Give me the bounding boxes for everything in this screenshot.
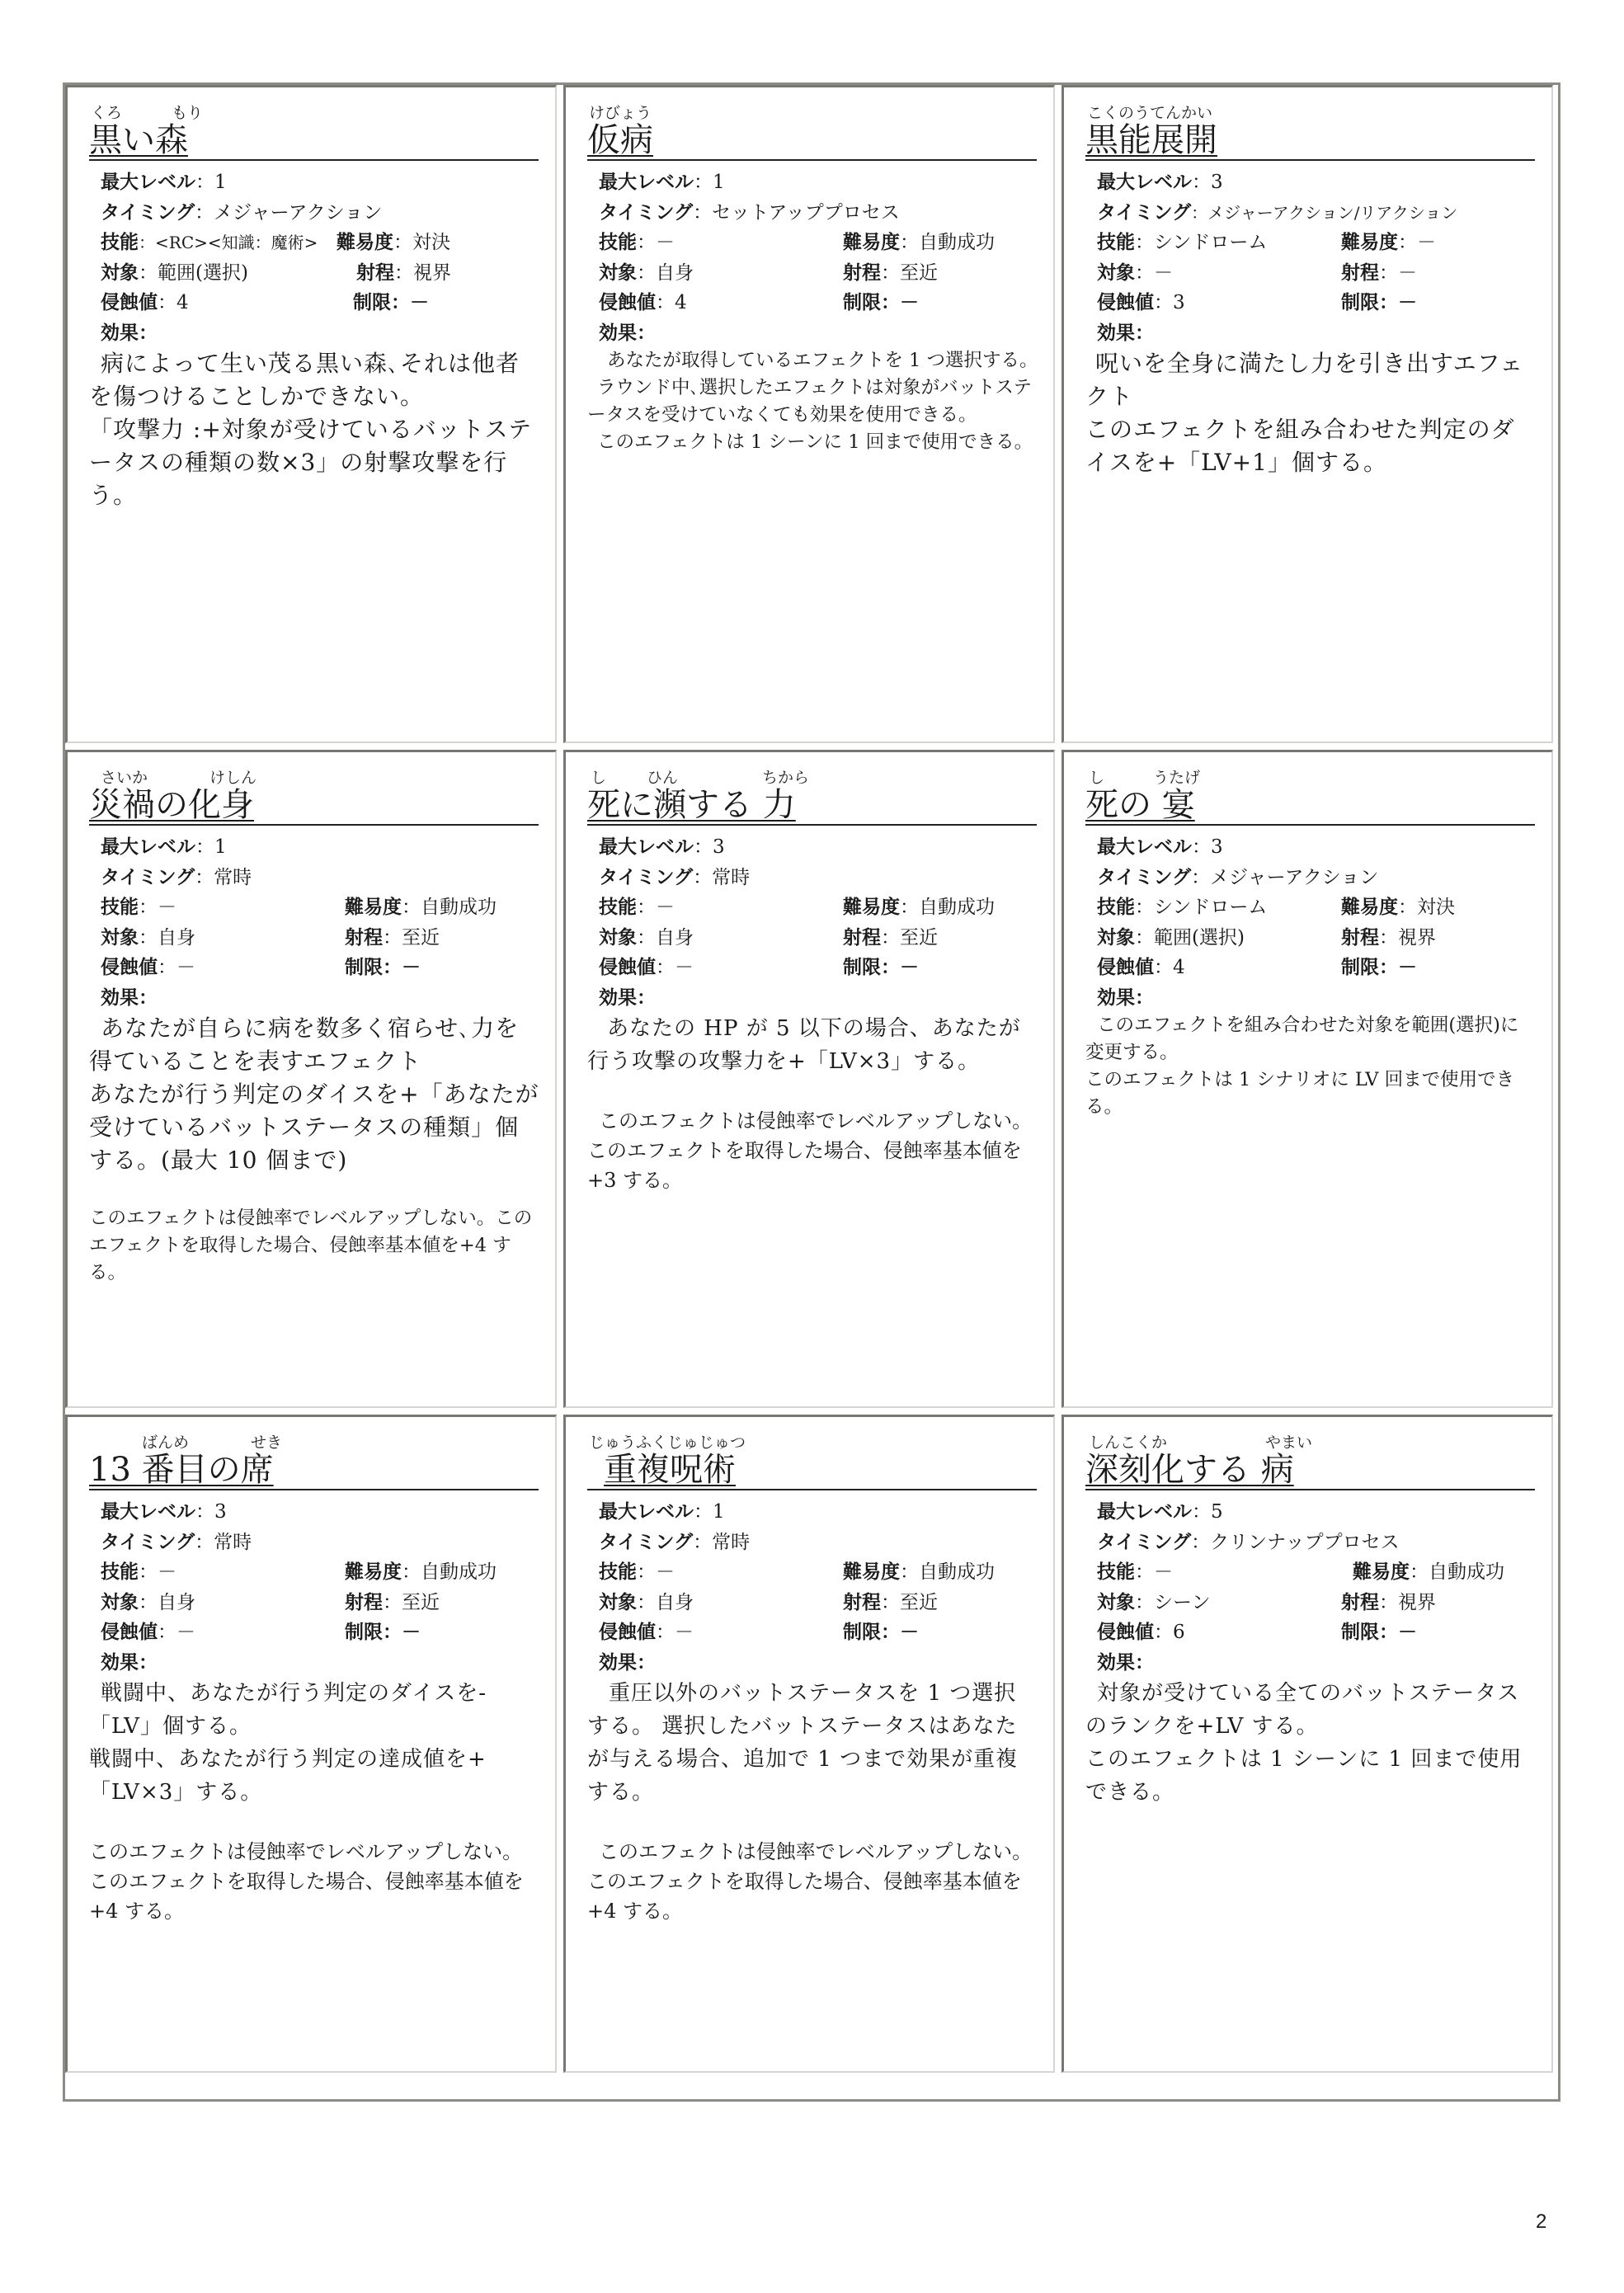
- card-sheet: [63, 82, 1560, 2102]
- effect-card: [1061, 85, 1553, 743]
- card-title: 黒能展開: [1085, 121, 1217, 159]
- effect-card: [65, 1415, 557, 2073]
- card-note-text: このエフェクトは侵蝕率でレベルアップしない。このエフェクトを取得した場合、侵蝕率基本値を+3 する。: [587, 1109, 1033, 1192]
- title-ruby: しんこくか やまい: [1089, 1434, 1313, 1452]
- title-ruby: こくのうてんかい: [1087, 104, 1213, 122]
- card-note-text: このエフェクトは侵蝕率でレベルアップしない。このエフェクトを取得した場合、侵蝕率基本値を+4 する。: [89, 1840, 524, 1923]
- card-effect-text: 呪いを全身に満たし力を引き出すエフェクト このエフェクトを組み合わせた判定のダイスを+「LV+1」個する。: [1085, 350, 1524, 476]
- card-stats: 最大レベル：5 タイミング：クリンナッププロセス 技能：－ 難易度：自動成功 対象：シーン 射程：視界 侵蝕値：6 制限：－ 効果：: [1097, 1501, 1504, 1674]
- effect-card: [563, 85, 1055, 743]
- card-effect-text: あなたの HP が 5 以下の場合、あなたが行う攻撃の攻撃力を+「LV×3」する。: [587, 1016, 1021, 1074]
- card-stats: 最大レベル：1 タイミング：セットアッププロセス 技能：－ 難易度：自動成功 対象：自身 射程：至近 侵蝕値：4 制限：－ 効果：: [599, 172, 995, 344]
- title-ruby: し うたげ: [1089, 769, 1201, 787]
- card-effect-text: このエフェクトを組み合わせた対象を範囲(選択)に変更する。 このエフェクトは 1 シナリオに LV 回まで使用できる。: [1085, 1015, 1519, 1118]
- card-stats: 最大レベル：3 タイミング：メジャーアクション/リアクション 技能：シンドローム 難易度：－ 対象：－ 射程：－ 侵蝕値：3 制限：－ 効果：: [1097, 172, 1458, 344]
- card-title: 黒い森: [89, 121, 188, 159]
- card-effect-text: 対象が受けている全てのバットステータスのランクを+LV する。 このエフェクトは 1 シーンに 1 回まで使用できる。: [1085, 1681, 1523, 1805]
- page-number: 2: [1536, 2211, 1547, 2233]
- card-effect-text: 重圧以外のバットステータスを 1 つ選択する。 選択したバットステータスはあなたが与える場合、追加で 1 つまで効果が重複する。: [587, 1681, 1019, 1805]
- card-title: 仮病: [587, 121, 653, 159]
- card-title: 13 番目の席: [89, 1451, 274, 1489]
- effect-card: [563, 750, 1055, 1408]
- card-title: 死に瀕する 力: [587, 786, 796, 824]
- title-ruby: くろ もり: [91, 104, 204, 122]
- card-stats: 最大レベル：3 タイミング：常時 技能：－ 難易度：自動成功 対象：自身 射程：至近 侵蝕値：－ 制限：－ 効果：: [599, 836, 995, 1009]
- card-effect-text: 病によって生い茂る黒い森､それは他者を傷つけることしかできない。 「攻撃力 :+対象が受けているバットステータスの種類の数×3」の射撃攻撃を行う。: [89, 350, 532, 509]
- effect-card: [65, 750, 557, 1408]
- title-ruby: ばんめ せき: [142, 1434, 283, 1452]
- card-stats: 最大レベル：1 タイミング：メジャーアクション 技能：<RC><知識：魔術> 難易度：対決 対象：範囲(選択) 射程：視界 侵蝕値：4 制限：－ 効果：: [101, 172, 451, 344]
- effect-card: [563, 1415, 1055, 2073]
- effect-card: [1061, 750, 1553, 1408]
- card-title: 重複呪術: [604, 1451, 736, 1489]
- card-effect-text: 戦闘中、あなたが行う判定のダイスを-「LV」個する。 戦闘中、あなたが行う判定の達成値を+「LV×3」する。: [89, 1681, 487, 1805]
- title-ruby: し ひん ちから: [591, 769, 810, 787]
- card-stats: 最大レベル：1 タイミング：常時 技能：－ 難易度：自動成功 対象：自身 射程：至近 侵蝕値：－ 制限：－ 効果：: [101, 836, 497, 1009]
- card-note-text: このエフェクトは侵蝕率でレベルアップしない。このエフェクトを取得した場合、侵蝕率基本値を+4 する。: [587, 1840, 1033, 1923]
- card-title: 災禍の化身: [89, 786, 254, 824]
- effect-card: [65, 85, 557, 743]
- effect-card: [1061, 1415, 1553, 2073]
- title-ruby: じゅうふくじゅじゅつ: [589, 1434, 746, 1452]
- card-title: 死の 宴: [1085, 786, 1195, 824]
- card-effect-text: あなたが取得しているエフェクトを 1 つ選択する。 ラウンド中､選択したエフェクトは対象がバットステータスを受けていなくても効果を使用できる。 このエフェクトは 1 シーンに 1 回まで使用できる。: [587, 350, 1038, 453]
- title-ruby: さいか けしん: [101, 769, 257, 787]
- card-effect-text: あなたが自らに病を数多く宿らせ､力を得ていることを表すエフェクト あなたが行う判定のダイスを+「あなたが受けているバットステータスの種類」個する。(最大 10 個まで): [89, 1015, 539, 1174]
- card-stats: 最大レベル：3 タイミング：メジャーアクション 技能：シンドローム 難易度：対決 対象：範囲(選択) 射程：視界 侵蝕値：4 制限：－ 効果：: [1097, 836, 1455, 1009]
- card-note-text: このエフェクトは侵蝕率でレベルアップしない。このエフェクトを取得した場合、侵蝕率基本値を+4 する。: [89, 1208, 533, 1283]
- card-title: 深刻化する 病: [1085, 1451, 1294, 1489]
- card-stats: 最大レベル：1 タイミング：常時 技能：－ 難易度：自動成功 対象：自身 射程：至近 侵蝕値：－ 制限：－ 効果：: [599, 1501, 995, 1674]
- card-stats: 最大レベル：3 タイミング：常時 技能：－ 難易度：自動成功 対象：自身 射程：至近 侵蝕値：－ 制限：－ 効果：: [101, 1501, 497, 1674]
- title-ruby: けびょう: [589, 104, 652, 122]
